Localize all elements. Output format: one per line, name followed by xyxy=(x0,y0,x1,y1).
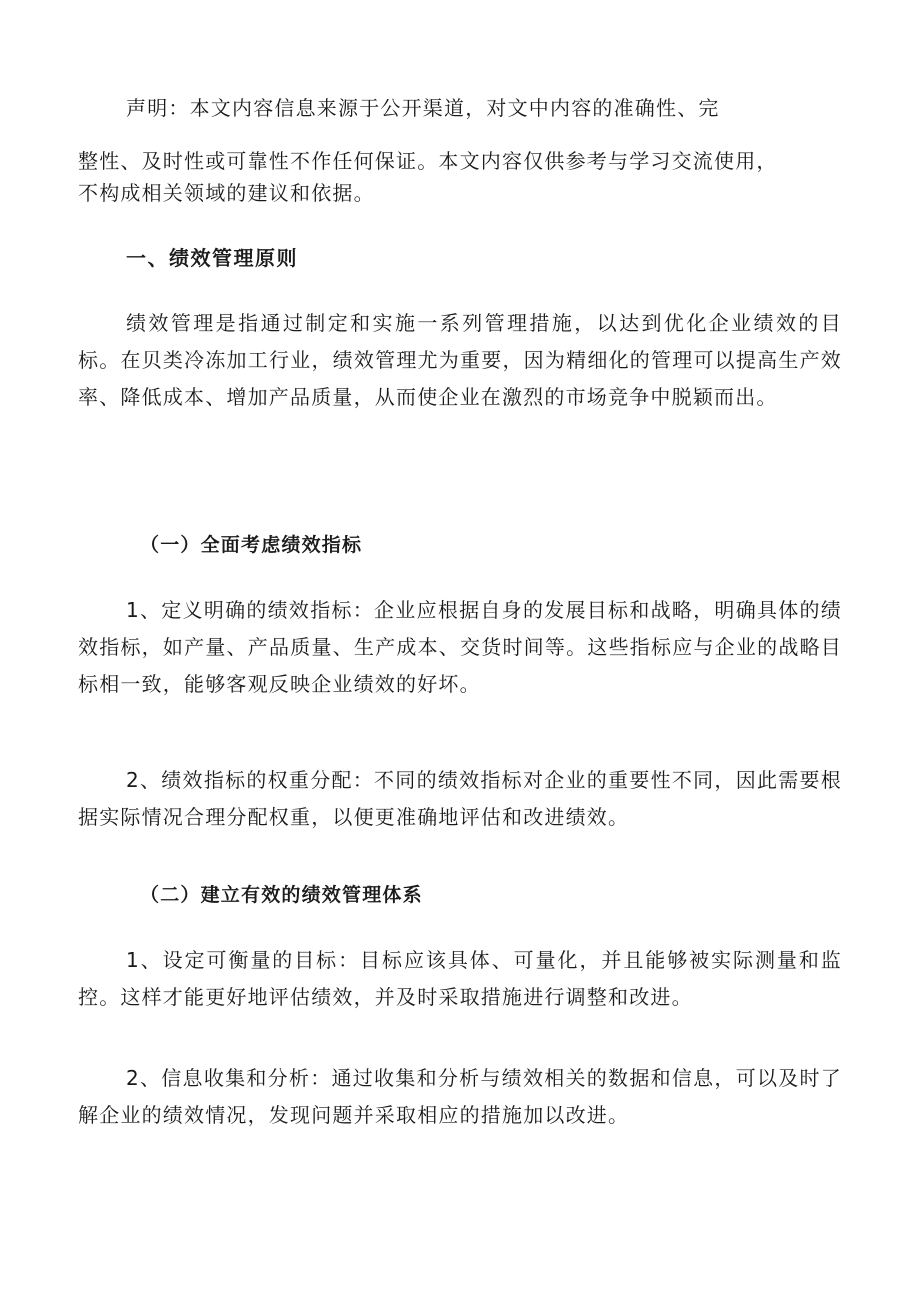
paragraph-indicator-weights: 2、绩效指标的权重分配：不同的绩效指标对企业的重要性不同，因此需要根据实际情况合理分配权重，以便更准确地评估和改进绩效。 xyxy=(78,768,842,829)
subsection-heading-2: （二）建立有效的绩效管理体系 xyxy=(140,884,423,906)
subsection-heading-1: （一）全面考虑绩效指标 xyxy=(140,534,363,556)
paragraph-information-analysis: 2、信息收集和分析：通过收集和分析与绩效相关的数据和信息，可以及时了解企业的绩效情况，发现问题并采取相应的措施加以改进。 xyxy=(78,1066,842,1127)
disclaimer-line-2: 整性、及时性或可靠性不作任何保证。本文内容仅供参考与学习交流使用， xyxy=(78,149,778,173)
disclaimer-line-1: 声明：本文内容信息来源于公开渠道，对文中内容的准确性、完 xyxy=(126,96,720,120)
paragraph-measurable-goals: 1、设定可衡量的目标：目标应该具体、可量化，并且能够被实际测量和监控。这样才能更好地评估绩效，并及时采取措施进行调整和改进。 xyxy=(78,948,842,1009)
disclaimer-line-3: 不构成相关领域的建议和依据。 xyxy=(78,181,375,205)
section-heading: 一、绩效管理原则 xyxy=(126,246,298,270)
section-intro-paragraph: 绩效管理是指通过制定和实施一系列管理措施，以达到优化企业绩效的目标。在贝类冷冻加工行业，绩效管理尤为重要，因为精细化的管理可以提高生产效率、降低成本、增加产品质量，从而使企业在激烈的市场竞争中脱颖而出。 xyxy=(78,311,842,409)
paragraph-indicator-definition: 1、定义明确的绩效指标：企业应根据自身的发展目标和战略，明确具体的绩效指标，如产量、产品质量、生产成本、交货时间等。这些指标应与企业的战略目标相一致，能够客观反映企业绩效的好坏。 xyxy=(78,598,842,696)
